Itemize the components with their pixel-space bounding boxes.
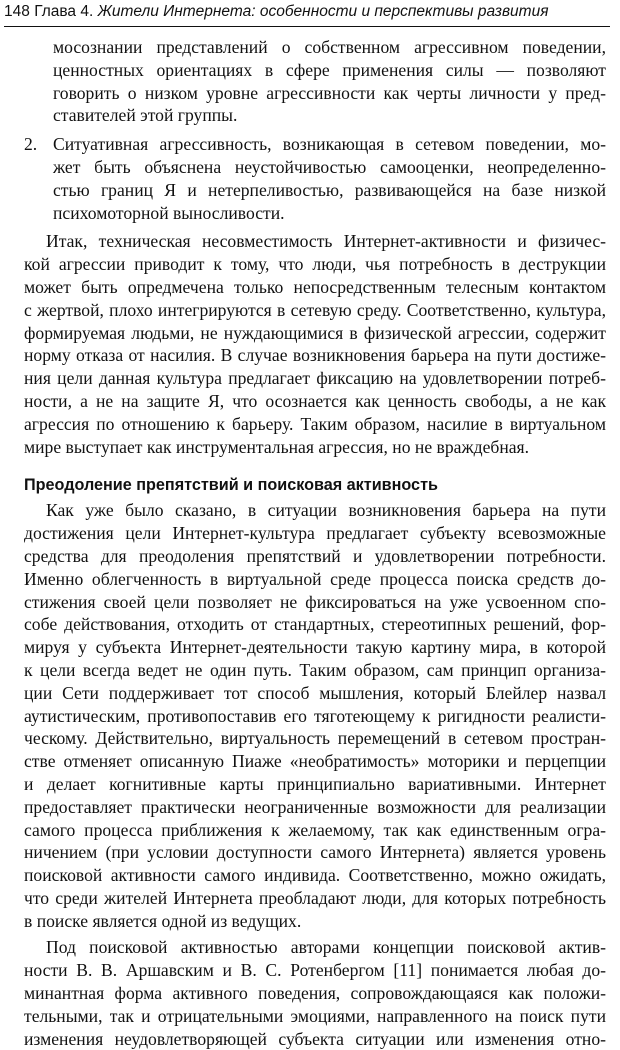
text-line: что среди жителей Интернета преобладают люди, для которых потребность: [24, 887, 606, 908]
text-line: и делает когнитивные карты принципиально вариативными. Интернет: [24, 773, 606, 794]
page-number: 148: [4, 3, 30, 20]
text-line: собе действования, отходить от стандартных, стереотипных решений, фор-: [24, 614, 606, 635]
text-line: мире выступает как инструментальная агрессия, но не враждебная.: [24, 436, 530, 457]
text-line: самого процесса приближения к желаемому, так как единственным огра-: [24, 819, 606, 840]
text-line: психомоторной выносливости.: [53, 202, 285, 223]
text-line: говорить о низком уровне агрессивности как черты личности у пред-: [53, 82, 606, 103]
text-line: ничением (при условии доступности самого Интернета) является уровень: [24, 842, 606, 863]
text-line: может быть опредмечена только непосредственным телесным контактом: [24, 276, 606, 297]
text-line: агрессия по отношению к барьеру. Таким образом, насилие в виртуальном: [24, 413, 606, 434]
text-line: в поиске является одной из ведущих.: [24, 910, 302, 931]
text-line: кой агрессии приводит к тому, что люди, чья потребность в деструкции: [24, 254, 606, 275]
text-line: аутистическим, противопоставив его тяготеющему к ригидности реалисти-: [24, 705, 606, 726]
text-line: ности, а не на защите Я, что осознается как ценность свободы, а не как: [24, 390, 606, 411]
text-line: достижения цели Интернет-культура предлагает субъекту всевозможные: [24, 523, 606, 544]
text-line: средства для преодоления препятствий и удовлетворении потребности.: [24, 545, 606, 566]
text-line: ния цели данная культура предлагает фиксацию на удовлетворении потреб-: [24, 368, 606, 389]
paragraph-2: [24, 499, 606, 932]
text-line: ности В. В. Аршавским и В. С. Ротенбергом [11] понимается любая до-: [24, 960, 606, 981]
text-line: Как уже было сказано, в ситуации возникновения барьера на пути: [46, 500, 606, 521]
text-line: Именно облегченность в виртуальной среде процесса поиска средств до-: [24, 568, 606, 589]
chapter-label: Глава 4.: [34, 3, 94, 20]
list-item-2: [24, 133, 606, 224]
text-line: норму отказа от насилия. В случае возникновения барьера на пути достиже-: [24, 345, 606, 366]
text-line: Под поисковой активностью авторами концепции поисковой актив-: [46, 937, 606, 958]
text-line: с жертвой, плохо интегрируются в сетевую среду. Соответственно, культура,: [24, 299, 606, 320]
text-line: ческому. Действительно, виртуальность перемещений в сетевом простран-: [24, 728, 606, 749]
text-line: жет быть объяснена неустойчивостью самооценки, неопределенно-: [53, 156, 606, 177]
text-line: стижения своей цели позволяет не фиксироваться на уже усвоенном спо-: [24, 591, 606, 612]
text-line: предоставляет практически неограниченные возможности для реализации: [24, 796, 606, 817]
list-item-1-continuation: [53, 36, 606, 127]
text-line: минантная форма активного поведения, сопровождающаяся как положи-: [24, 983, 606, 1004]
list-marker: 2.: [24, 134, 38, 155]
text-line: ценностных ориентациях в сфере применения силы — позволяют: [53, 59, 606, 80]
text-line: к цели всегда ведет не один путь. Таким образом, сам принцип организа-: [24, 659, 606, 680]
page-body: [24, 36, 606, 1050]
text-line: тельными, так и отрицательными эмоциями, направленного на поиск пути: [24, 1005, 606, 1026]
running-header: [4, 0, 610, 27]
text-line: поисковой активности самого индивида. Соответственно, можно ожидать,: [24, 865, 606, 886]
text-line: формируемая людьми, не нуждающимися в физической агрессии, содержит: [24, 322, 606, 343]
paragraph-1: [24, 230, 606, 458]
text-line: ции Сети поддерживает тот способ мышления, который Блейлер назвал: [24, 682, 606, 703]
text-line: изменения неудовлетворяющей субъекта ситуации или изменения отно-: [24, 1028, 606, 1049]
text-line: Итак, техническая несовместимость Интернет-активности и физичес-: [46, 231, 606, 252]
paragraph-3: [24, 936, 606, 1050]
text-line: мируя у субъекта Интернет-деятельности такую картину мира, в которой: [24, 637, 606, 658]
chapter-title: Жители Интернета: особенности и перспективы развития: [97, 3, 549, 20]
section-heading: Преодоление препятствий и поисковая активность: [24, 476, 438, 495]
text-line: мосознании представлений о собственном агрессивном поведении,: [53, 37, 606, 57]
text-line: стве отменяет описанную Пиаже «необратимость» моторики и перцепции: [24, 751, 606, 772]
text-line: ставителей этой группы.: [53, 105, 238, 126]
text-line: стью границ Я и нетерпеливостью, развивающейся на базе низкой: [53, 179, 606, 200]
text-line: Ситуативная агрессивность, возникающая в сетевом поведении, мо-: [53, 134, 606, 155]
